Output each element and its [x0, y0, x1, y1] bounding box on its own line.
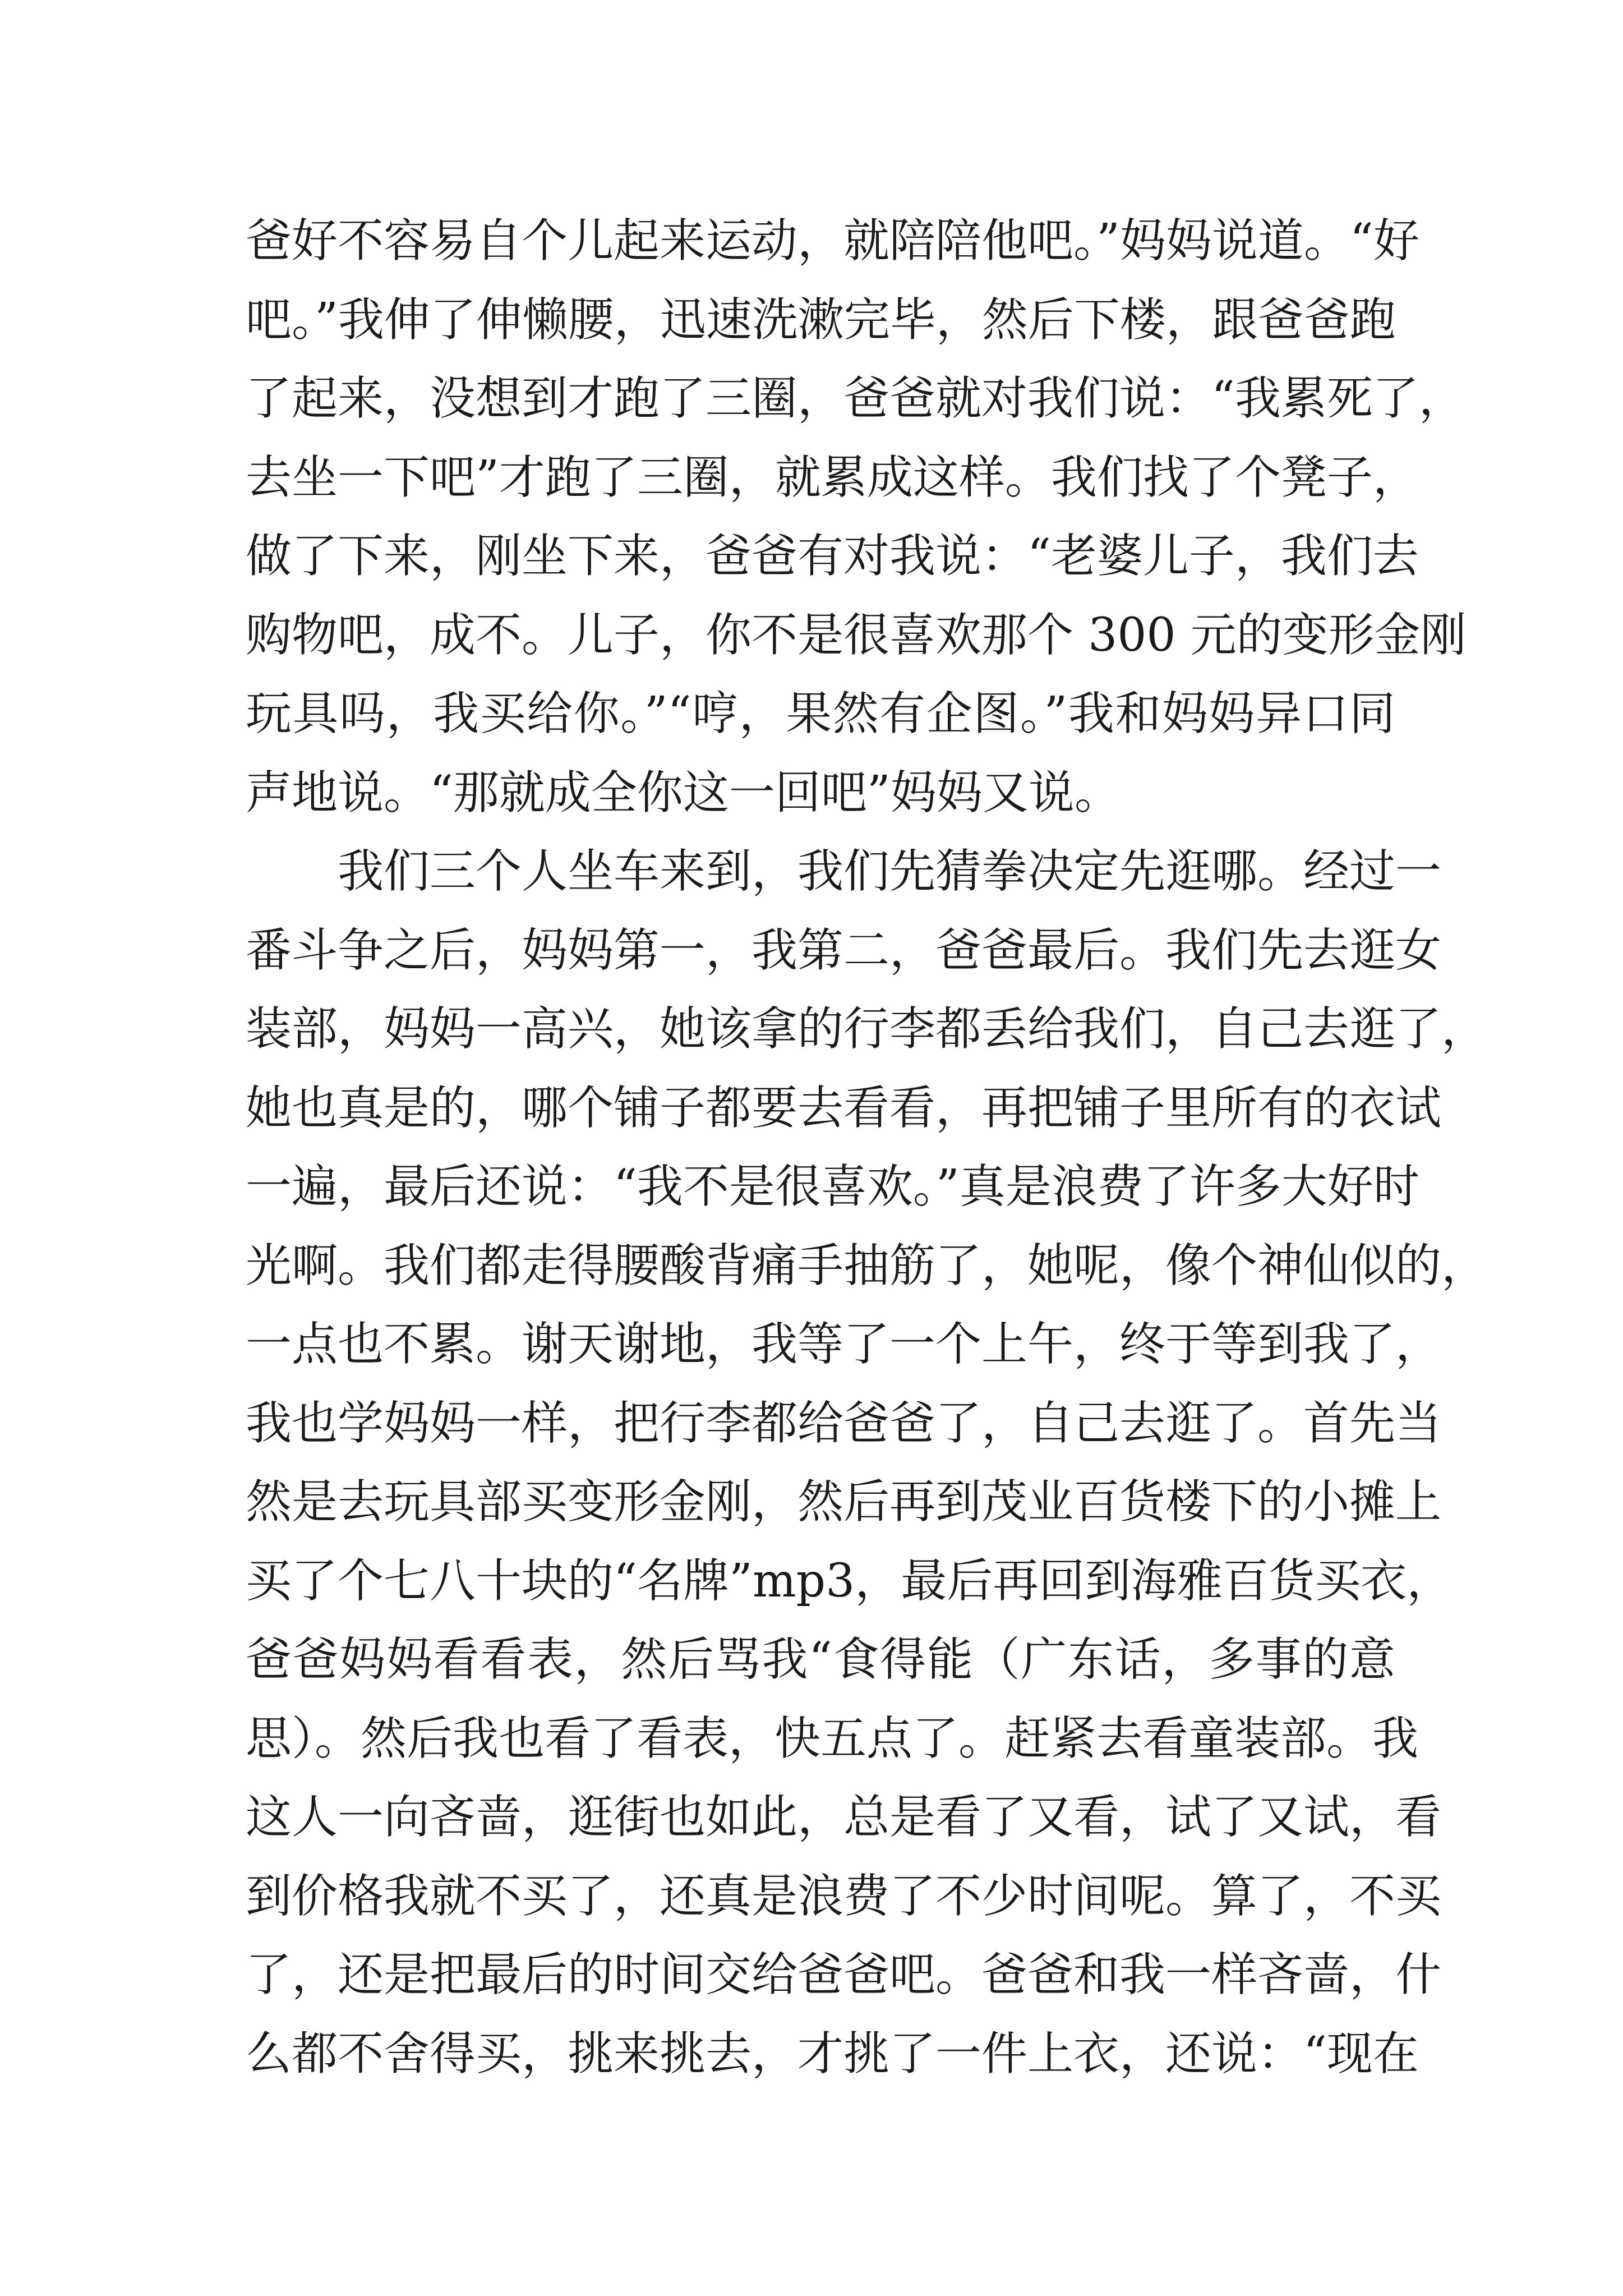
text-line: 爸爸妈妈看看表，然后骂我“食得能（广东话，多事的意	[246, 1633, 1395, 1686]
text-line: 了，还是把最后的时间交给爸爸吧。爸爸和我一样吝啬，什	[246, 1948, 1442, 2001]
text-line: 爸好不容易自个儿起来运动，就陪陪他吧。”妈妈说道。“好	[246, 214, 1419, 268]
text-line: 声地说。“那就成全你这一回吧”妈妈又说。	[246, 766, 1121, 820]
text-line: 做了下来，刚坐下来，爸爸有对我说：“老婆儿子，我们去	[246, 530, 1419, 583]
body-text	[246, 202, 1488, 2093]
text-line: 然是去玩具部买变形金刚，然后再到茂业百货楼下的小摊上	[246, 1475, 1442, 1529]
text-line: 这人一向吝啬，逛街也如此，总是看了又看，试了又试，看	[246, 1791, 1442, 1844]
text-line: 么都不舍得买，挑来挑去，才挑了一件上衣，还说：“现在	[246, 2027, 1419, 2081]
text-line: 一遍，最后还说：“我不是很喜欢。”真是浪费了许多大好时	[246, 1160, 1419, 1213]
paragraph-2	[246, 832, 1488, 2093]
text-line: 光啊。我们都走得腰酸背痛手抽筋了，她呢，像个神仙似的，	[246, 1239, 1488, 1292]
text-line: 买了个七八十块的“名牌”mp3，最后再回到海雅百货买衣，	[246, 1554, 1453, 1608]
text-line: 玩具吗，我买给你。”“哼，果然有企图。”我和妈妈异口同	[246, 687, 1395, 740]
text-line: 吧。”我伸了伸懒腰，迅速洗漱完毕，然后下楼，跟爸爸跑	[246, 293, 1396, 347]
text-line: 装部，妈妈一高兴，她该拿的行李都丢给我们，自己去逛了，	[246, 1002, 1488, 1056]
text-line: 到价格我就不买了，还真是浪费了不少时间呢。算了，不买	[246, 1869, 1442, 1923]
text-line: 思）。然后我也看了看表，快五点了。赶紧去看童装部。我	[246, 1711, 1419, 1765]
paragraph-1	[246, 202, 1467, 832]
text-line: 我们三个人坐车来到，我们先猜拳决定先逛哪。经过一	[338, 845, 1442, 898]
text-line: 一点也不累。谢天谢地，我等了一个上午，终于等到我了，	[246, 1318, 1442, 1371]
text-line: 去坐一下吧”才跑了三圈，就累成这样。我们找了个凳子，	[246, 450, 1419, 504]
text-line: 番斗争之后，妈妈第一，我第二，爸爸最后。我们先去逛女	[246, 923, 1442, 977]
text-line: 了起来，没想到才跑了三圈，爸爸就对我们说：“我累死了，	[246, 372, 1465, 425]
text-line: 我也学妈妈一样，把行李都给爸爸了，自己去逛了。首先当	[246, 1396, 1442, 1450]
text-line: 购物吧，成不。儿子，你不是很喜欢那个 300 元的变形金刚	[246, 608, 1467, 662]
text-line: 她也真是的，哪个铺子都要去看看，再把铺子里所有的衣试	[246, 1081, 1442, 1135]
